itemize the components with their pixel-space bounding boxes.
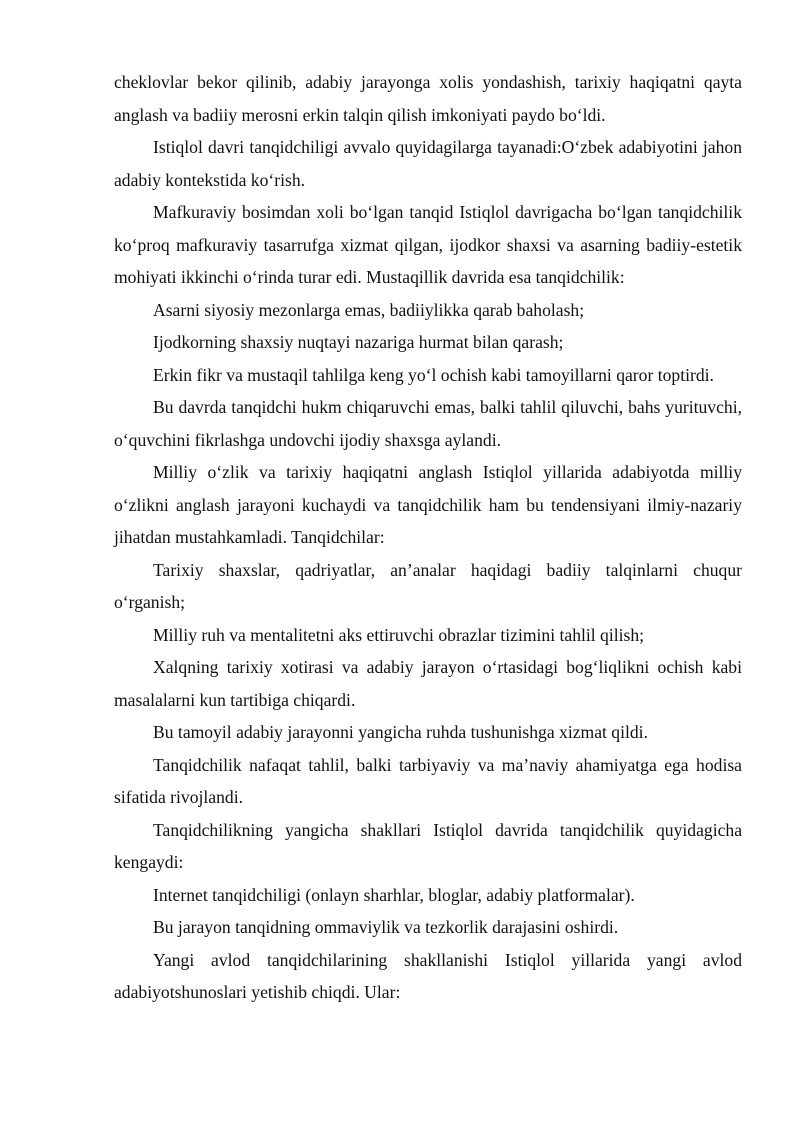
paragraph-new-understanding: Bu tamoyil adabiy jarayonni yangicha ruhda tushunishga xizmat qildi. <box>153 722 648 742</box>
document-page <box>114 66 742 1009</box>
paragraph-continuation: cheklovlar bekor qilinib, adabiy jarayonga xolis yondashish, tarixiy haqiqatni qayta anglash va badiiy merosni erkin talqin qilish imkoniyati paydo bo‘ldi. <box>114 72 742 125</box>
paragraph-educational-significance: Tanqidchilik nafaqat tahlil, balki tarbiyaviy va ma’naviy ahamiyatga ega hodisa sifatida rivojlandi. <box>114 754 742 807</box>
paragraph-artistic-evaluation: Asarni siyosiy mezonlarga emas, badiiylikka qarab baholash; <box>153 299 585 320</box>
paragraph-historical-memory: Xalqning tarixiy xotirasi va adabiy jarayon o‘rtasidagi bog‘liqlikni ochish kabi masalalarni kun tartibiga chiqardi. <box>114 657 742 710</box>
paragraph-historical-figures: Tarixiy shaxslar, qadriyatlar, an’analar haqidagi badiiy talqinlarni chuqur o‘rganish; <box>114 559 742 612</box>
paragraph-istiqlol-criticism-basis: Istiqlol davri tanqidchiligi avvalo quyidagilarga tayanadi:O‘zbek adabiyotini jahon adabiy kontekstida ko‘rish. <box>114 137 742 190</box>
paragraph-national-spirit: Milliy ruh va mentalitetni aks ettiruvchi obrazlar tizimini tahlil qilish; <box>153 624 645 645</box>
paragraph-free-thought: Erkin fikr va mustaqil tahlilga keng yo‘l ochish kabi tamoyillarni qaror toptirdi. <box>153 364 714 385</box>
paragraph-critic-role: Bu davrda tanqidchi hukm chiqaruvchi emas, balki tahlil qiluvchi, bahs yurituvchi, o‘quvchini fikrlashga undovchi ijodiy shaxsga aylandi. <box>114 397 742 450</box>
paragraph-internet-criticism: Internet tanqidchiligi (onlayn sharhlar, bloglar, adabiy platformalar). <box>153 884 635 905</box>
paragraph-national-identity: Milliy o‘zlik va tarixiy haqiqatni anglash Istiqlol yillarida adabiyotda milliy o‘zlikni anglash jarayoni kuchaydi va tanqidchilik ham bu tendensiyani ilmiy-nazariy jihatdan mustahkamladi. Tanqidchilar: <box>114 462 742 547</box>
paragraph-new-forms: Tanqidchilikning yangicha shakllari Istiqlol davrida tanqidchilik quyidagicha kengaydi: <box>114 819 742 872</box>
paragraph-popularity: Bu jarayon tanqidning ommaviylik va tezkorlik darajasini oshirdi. <box>153 917 619 937</box>
paragraph-ideology-free-criticism: Mafkuraviy bosimdan xoli bo‘lgan tanqid Istiqlol davrigacha bo‘lgan tanqidchilik ko‘proq mafkuraviy tasarrufga xizmat qilgan, ijodkor shaxsi va asarning badiiy-estetik mohiyati ikkinchi o‘rinda turar edi. Mustaqillik davrida esa tanqidchilik: <box>114 202 742 287</box>
paragraph-new-generation: Yangi avlod tanqidchilarining shakllanishi Istiqlol yillarida yangi avlod adabiyotshunoslari yetishib chiqdi. Ular: <box>114 949 742 1002</box>
paragraph-respect-author-view: Ijodkorning shaxsiy nuqtayi nazariga hurmat bilan qarash; <box>153 332 564 352</box>
